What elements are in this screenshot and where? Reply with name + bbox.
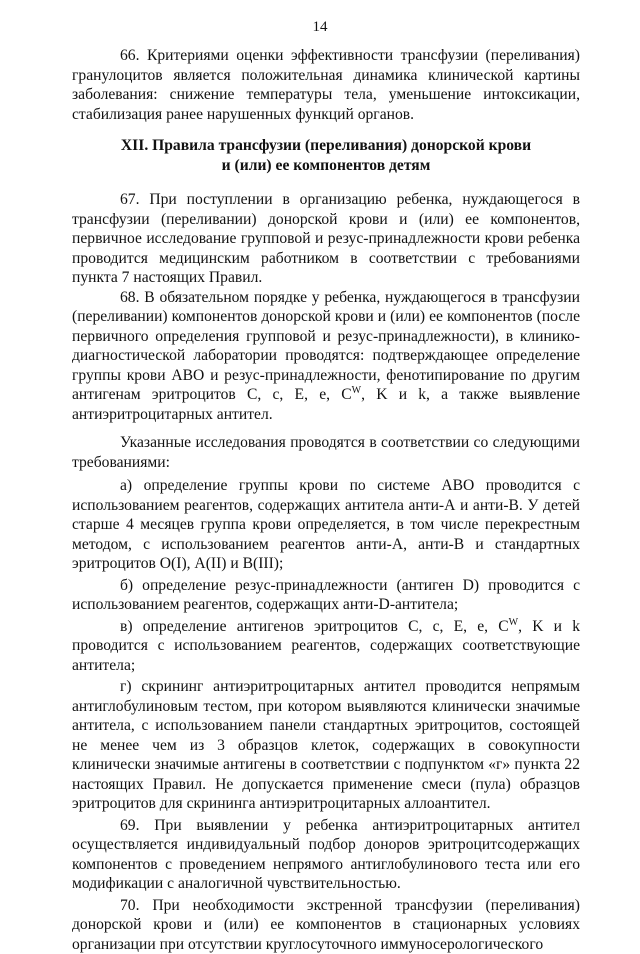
item-a: а) определение группы крови по системе АВО проводится с использованием реагентов, содержащих антитела анти-А и анти-В. У детей старше 4 месяцев группа крови определяется, в том числе перекрестным методом, с использованием реагентов анти-А, анти-В и стандартных эритроцитов О(I), А(II) и В(III); bbox=[72, 476, 580, 574]
item-g: г) скрининг антиэритроцитарных антител проводится непрямым антиглобулиновым тестом, при котором выявляются клинически значимые антитела, с использованием панели стандартных эритроцитов, состоящей не менее чем из 3 образцов клеток, содержащих в совокупности клинически значимые антигены в соответствии с подпунктом «г» пункта 22 настоящих Правил. Не допускается применение смеси (пула) образцов эритроцитов для скрининга антиэритроцитарных аллоантител. bbox=[72, 677, 580, 814]
section-title-line-2: и (или) ее компонентов детям bbox=[72, 156, 580, 176]
paragraph-68-text-1: 68. В обязательном порядке у ребенка, нуждающегося в трансфузии (переливании) компонентов донорской крови и (или) ее компонентов (после первичного определения групповой и резус-принадлежности), в клинико-диагностической лаборатории проводятся: подтверждающее определение группы крови АВО и резус-принадлежности, фенотипирование по другим антигенам эритроцитов С, с, Е, е, С bbox=[72, 289, 580, 404]
paragraph-68-text-2: , K и k, а также выявление антиэритроцитарных антител. bbox=[72, 386, 580, 423]
paragraph-66-block bbox=[72, 46, 580, 124]
paragraph-67: 67. При поступлении в организацию ребенка, нуждающегося в трансфузии (переливании) донорской крови и (или) ее компонентов, первичное исследование групповой и резус-принадлежности крови ребенка проводится медицинским работником в соответствии с требованиями пункта 7 настоящих Правил. bbox=[72, 190, 580, 288]
section-heading bbox=[72, 136, 580, 175]
paragraph-68 bbox=[72, 288, 580, 425]
paragraph-66: 66. Критериями оценки эффективности трансфузии (переливания) гранулоцитов является положительная динамика клинической картины заболевания: снижение температуры тела, уменьшение интоксикации, стабилизация ранее нарушенных функций органов. bbox=[72, 46, 580, 124]
item-v-superscript: W bbox=[509, 616, 518, 627]
main-text bbox=[72, 190, 580, 954]
item-v-text-2: , K и k проводится с использованием реагентов, содержащих соответствующие антитела; bbox=[72, 618, 580, 674]
page-number: 14 bbox=[0, 18, 640, 38]
paragraph-68-superscript: W bbox=[352, 385, 361, 396]
paragraph-70: 70. При необходимости экстренной трансфузии (переливания) донорской крови и (или) ее компонентов в стационарных условиях организации при отсутствии круглосуточного иммуносерологического bbox=[72, 896, 580, 954]
paragraph-requirements: Указанные исследования проводятся в соответствии со следующими требованиями: bbox=[72, 433, 580, 472]
section-title-line-1: XII. Правила трансфузии (переливания) донорской крови bbox=[72, 136, 580, 156]
item-b: б) определение резус-принадлежности (антиген D) проводится с использованием реагентов, содержащих анти-D-антитела; bbox=[72, 576, 580, 615]
item-v bbox=[72, 617, 580, 676]
paragraph-69: 69. При выявлении у ребенка антиэритроцитарных антител осуществляется индивидуальный подбор доноров эритроцитсодержащих компонентов с проведением непрямого антиглобулинового теста или его модификации с аналогичной чувствительностью. bbox=[72, 816, 580, 894]
item-v-text-1: в) определение антигенов эритроцитов С, с, Е, е, С bbox=[120, 618, 509, 635]
